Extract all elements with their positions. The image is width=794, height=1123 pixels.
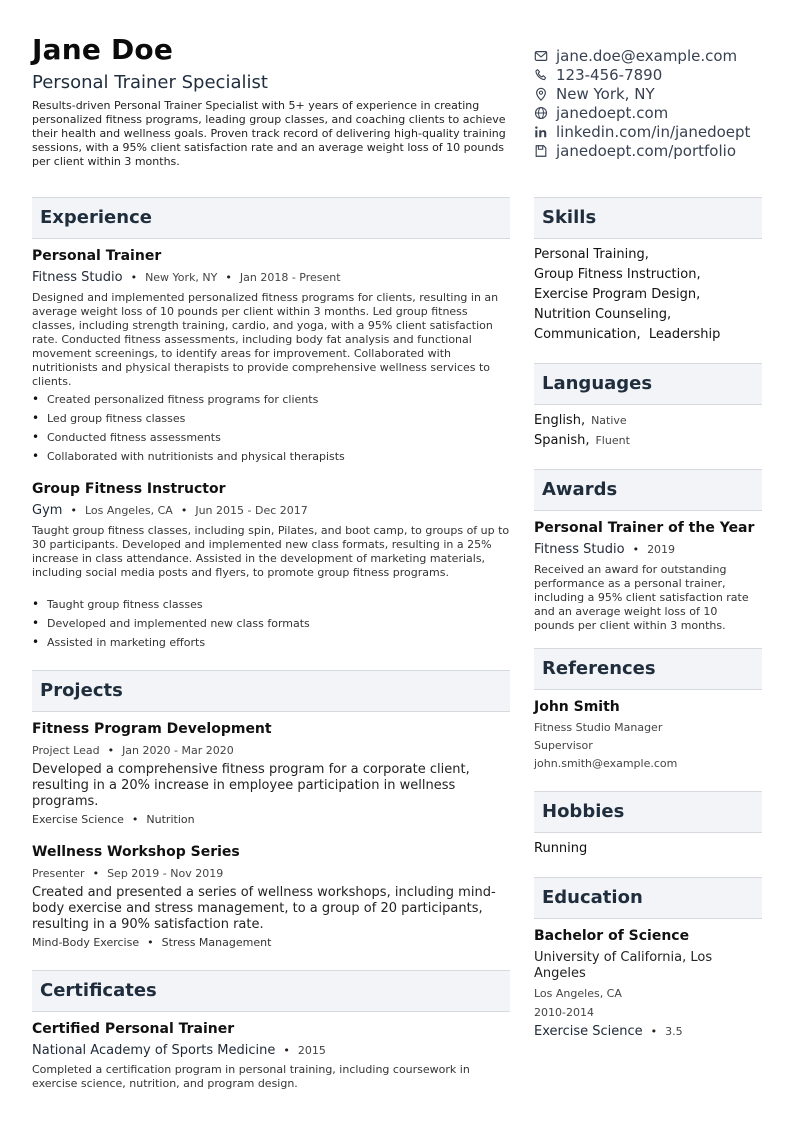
education-degree: Bachelor of Science [534,928,690,944]
project-tag: Nutrition [146,813,195,826]
job-description: Designed and implemented personalized fitness programs for clients, resulting in an average weight loss of 10 pounds per client within 3 months. Led group fitness classes, including strength training, cardio, and yoga, with a 95% client satisfaction rate. Conducted fitness assessments, including body fat analysis and functional movement screenings, to identify areas for improvement. Collaborated with nutritionists and physical therapists to provide comprehensive wellness services to clients. [32,291,499,388]
project-description: Created and presented a series of wellness workshops, including mind-body exercise and stress management, to a group of 20 participants, resulting in a 90% satisfaction rate. [32,885,496,932]
education-heading-text: Education [542,887,643,908]
contact-phone[interactable] [534,65,784,84]
skill-item: Personal Training, [534,247,649,262]
project-tag: Exercise Science [32,813,124,826]
education-heading [534,877,762,919]
references-heading [534,648,762,690]
job-dates: Jan 2018 - Present [239,271,341,284]
reference-email[interactable]: john.smith@example.com [534,757,678,770]
education-meta: Exercise Science • 3.5 [534,1024,683,1039]
job-meta: Fitness Studio • New York, NY • Jan 2018 - Present [32,270,341,285]
project-role: Project Lead [32,744,100,757]
certificate-issuer: National Academy of Sports Medicine [32,1043,276,1058]
language-level: Fluent [595,434,630,447]
references-heading-text: References [542,658,656,679]
project-tags: Exercise Science • Nutrition [32,813,195,826]
contact-portfolio[interactable] [534,141,784,160]
languages-heading-text: Languages [542,373,653,394]
language-name: Spanish, [534,433,590,448]
certificate-description: Completed a certification program in personal training, including coursework in exercise science, nutrition, and program design. [32,1063,470,1090]
job-bullet: • Conducted fitness assessments [47,431,221,444]
skill-item: Nutrition Counseling, [534,307,672,322]
experience-heading [32,197,510,239]
project-meta: Project Lead • Jan 2020 - Mar 2020 [32,744,234,757]
certificate-meta: National Academy of Sports Medicine • 2015 [32,1043,326,1058]
certificate-name: Certified Personal Trainer [32,1021,235,1037]
skills-heading [534,197,762,239]
project-tag: Stress Management [161,936,272,949]
job-description: Taught group fitness classes, including spin, Pilates, and boot camp, to groups of up to 30 participants. Developed and implemented new class formats, resulting in a 25% increase in class attendance. Assisted in the development of marketing materials, including social media posts and flyers, to promote group fitness programs. [32,524,510,579]
hobbies-heading-text: Hobbies [542,801,625,822]
skill-item: Communication, [534,327,641,342]
contact-linkedin-text: linkedin.com/in/janedoept [556,122,751,141]
education-gpa: 3.5 [665,1025,683,1038]
award-name: Personal Trainer of the Year [534,520,755,536]
project-dates: Sep 2019 - Nov 2019 [107,867,224,880]
contact-linkedin[interactable] [534,122,784,141]
contact-email[interactable] [534,46,784,65]
award-issuer: Fitness Studio [534,542,625,557]
hobby-item: Running [534,841,588,856]
contact-location [534,84,784,103]
job-bullet: • Led group fitness classes [47,412,185,425]
award-year: 2019 [647,543,676,556]
contact-phone-text: 123-456-7890 [556,65,663,84]
skill-item: Group Fitness Instruction, [534,267,701,282]
job-bullet: • Developed and implemented new class formats [47,617,310,630]
skill-item: Leadership [648,327,721,342]
award-meta: Fitness Studio • 2019 [534,542,676,557]
job-meta: Gym • Los Angeles, CA • Jun 2015 - Dec 2017 [32,503,308,518]
languages-heading [534,363,762,405]
job-title: Personal Trainer [32,248,162,264]
job-company: Gym [32,503,63,518]
contact-list [534,46,784,160]
reference-relation: Supervisor [534,739,593,752]
education-dates: 2010-2014 [534,1006,594,1019]
linkedin-icon [534,125,548,139]
candidate-title: Personal Trainer Specialist [32,72,268,93]
portfolio-icon [534,144,548,158]
skill-item: Exercise Program Design, [534,287,701,302]
summary-text: Results-driven Personal Trainer Specialist with 5+ years of experience in creating personalized fitness programs, leading group classes, and coaching clients to achieve their health and wellness goals. Proven track record of delivering high-quality training sessions, with a 95% client satisfaction rate and an average weight loss of 10 pounds per client within 3 months. [32,99,506,168]
project-meta: Presenter • Sep 2019 - Nov 2019 [32,867,224,880]
candidate-name: Jane Doe [32,33,174,66]
skills-list [534,245,764,345]
experience-heading-text: Experience [40,207,152,228]
award-description: Received an award for outstanding performance as a personal trainer, including a 95% client satisfaction rate and an average weight loss of 10 pounds per client within 3 months. [534,563,749,632]
job-location: New York, NY [145,271,218,284]
awards-heading [534,469,762,511]
language-name: English, [534,413,586,428]
awards-heading-text: Awards [542,479,618,500]
hobbies-heading [534,791,762,833]
projects-heading-text: Projects [40,680,123,701]
skill-item-row [534,325,764,345]
projects-heading [32,670,510,712]
reference-position: Fitness Studio Manager [534,721,663,734]
project-tag: Mind-Body Exercise [32,936,140,949]
mail-icon [534,49,548,63]
project-dates: Jan 2020 - Mar 2020 [122,744,234,757]
language-item [534,413,627,428]
language-item [534,433,630,448]
job-bullet: • Taught group fitness classes [47,598,203,611]
contact-website-text: janedoept.com [556,103,669,122]
certificate-year: 2015 [297,1044,326,1057]
contact-website[interactable] [534,103,784,122]
project-description: Developed a comprehensive fitness program for a corporate client, resulting in a 20% increase in employee participation in wellness programs. [32,762,470,809]
location-icon [534,87,548,101]
job-dates: Jun 2015 - Dec 2017 [195,504,308,517]
job-company: Fitness Studio [32,270,123,285]
education-field: Exercise Science [534,1024,643,1039]
project-role: Presenter [32,867,85,880]
certificates-heading-text: Certificates [40,980,157,1001]
project-name: Wellness Workshop Series [32,844,240,860]
skills-heading-text: Skills [542,207,597,228]
job-bullet: • Created personalized fitness programs for clients [47,393,318,406]
contact-location-text: New York, NY [556,84,655,103]
job-bullet: • Assisted in marketing efforts [47,636,205,649]
language-level: Native [591,414,627,427]
project-name: Fitness Program Development [32,721,272,737]
project-tags: Mind-Body Exercise • Stress Management [32,936,272,949]
contact-portfolio-text: janedoept.com/portfolio [556,141,736,160]
job-title: Group Fitness Instructor [32,481,226,497]
phone-icon [534,68,548,82]
contact-email-text: jane.doe@example.com [556,46,738,65]
education-school: University of California, Los Angeles [534,950,713,981]
job-location: Los Angeles, CA [84,504,173,517]
reference-name: John Smith [534,699,620,715]
education-location: Los Angeles, CA [534,987,622,1000]
certificates-heading [32,970,510,1012]
job-bullet: • Collaborated with nutritionists and physical therapists [47,450,345,463]
globe-icon [534,106,548,120]
